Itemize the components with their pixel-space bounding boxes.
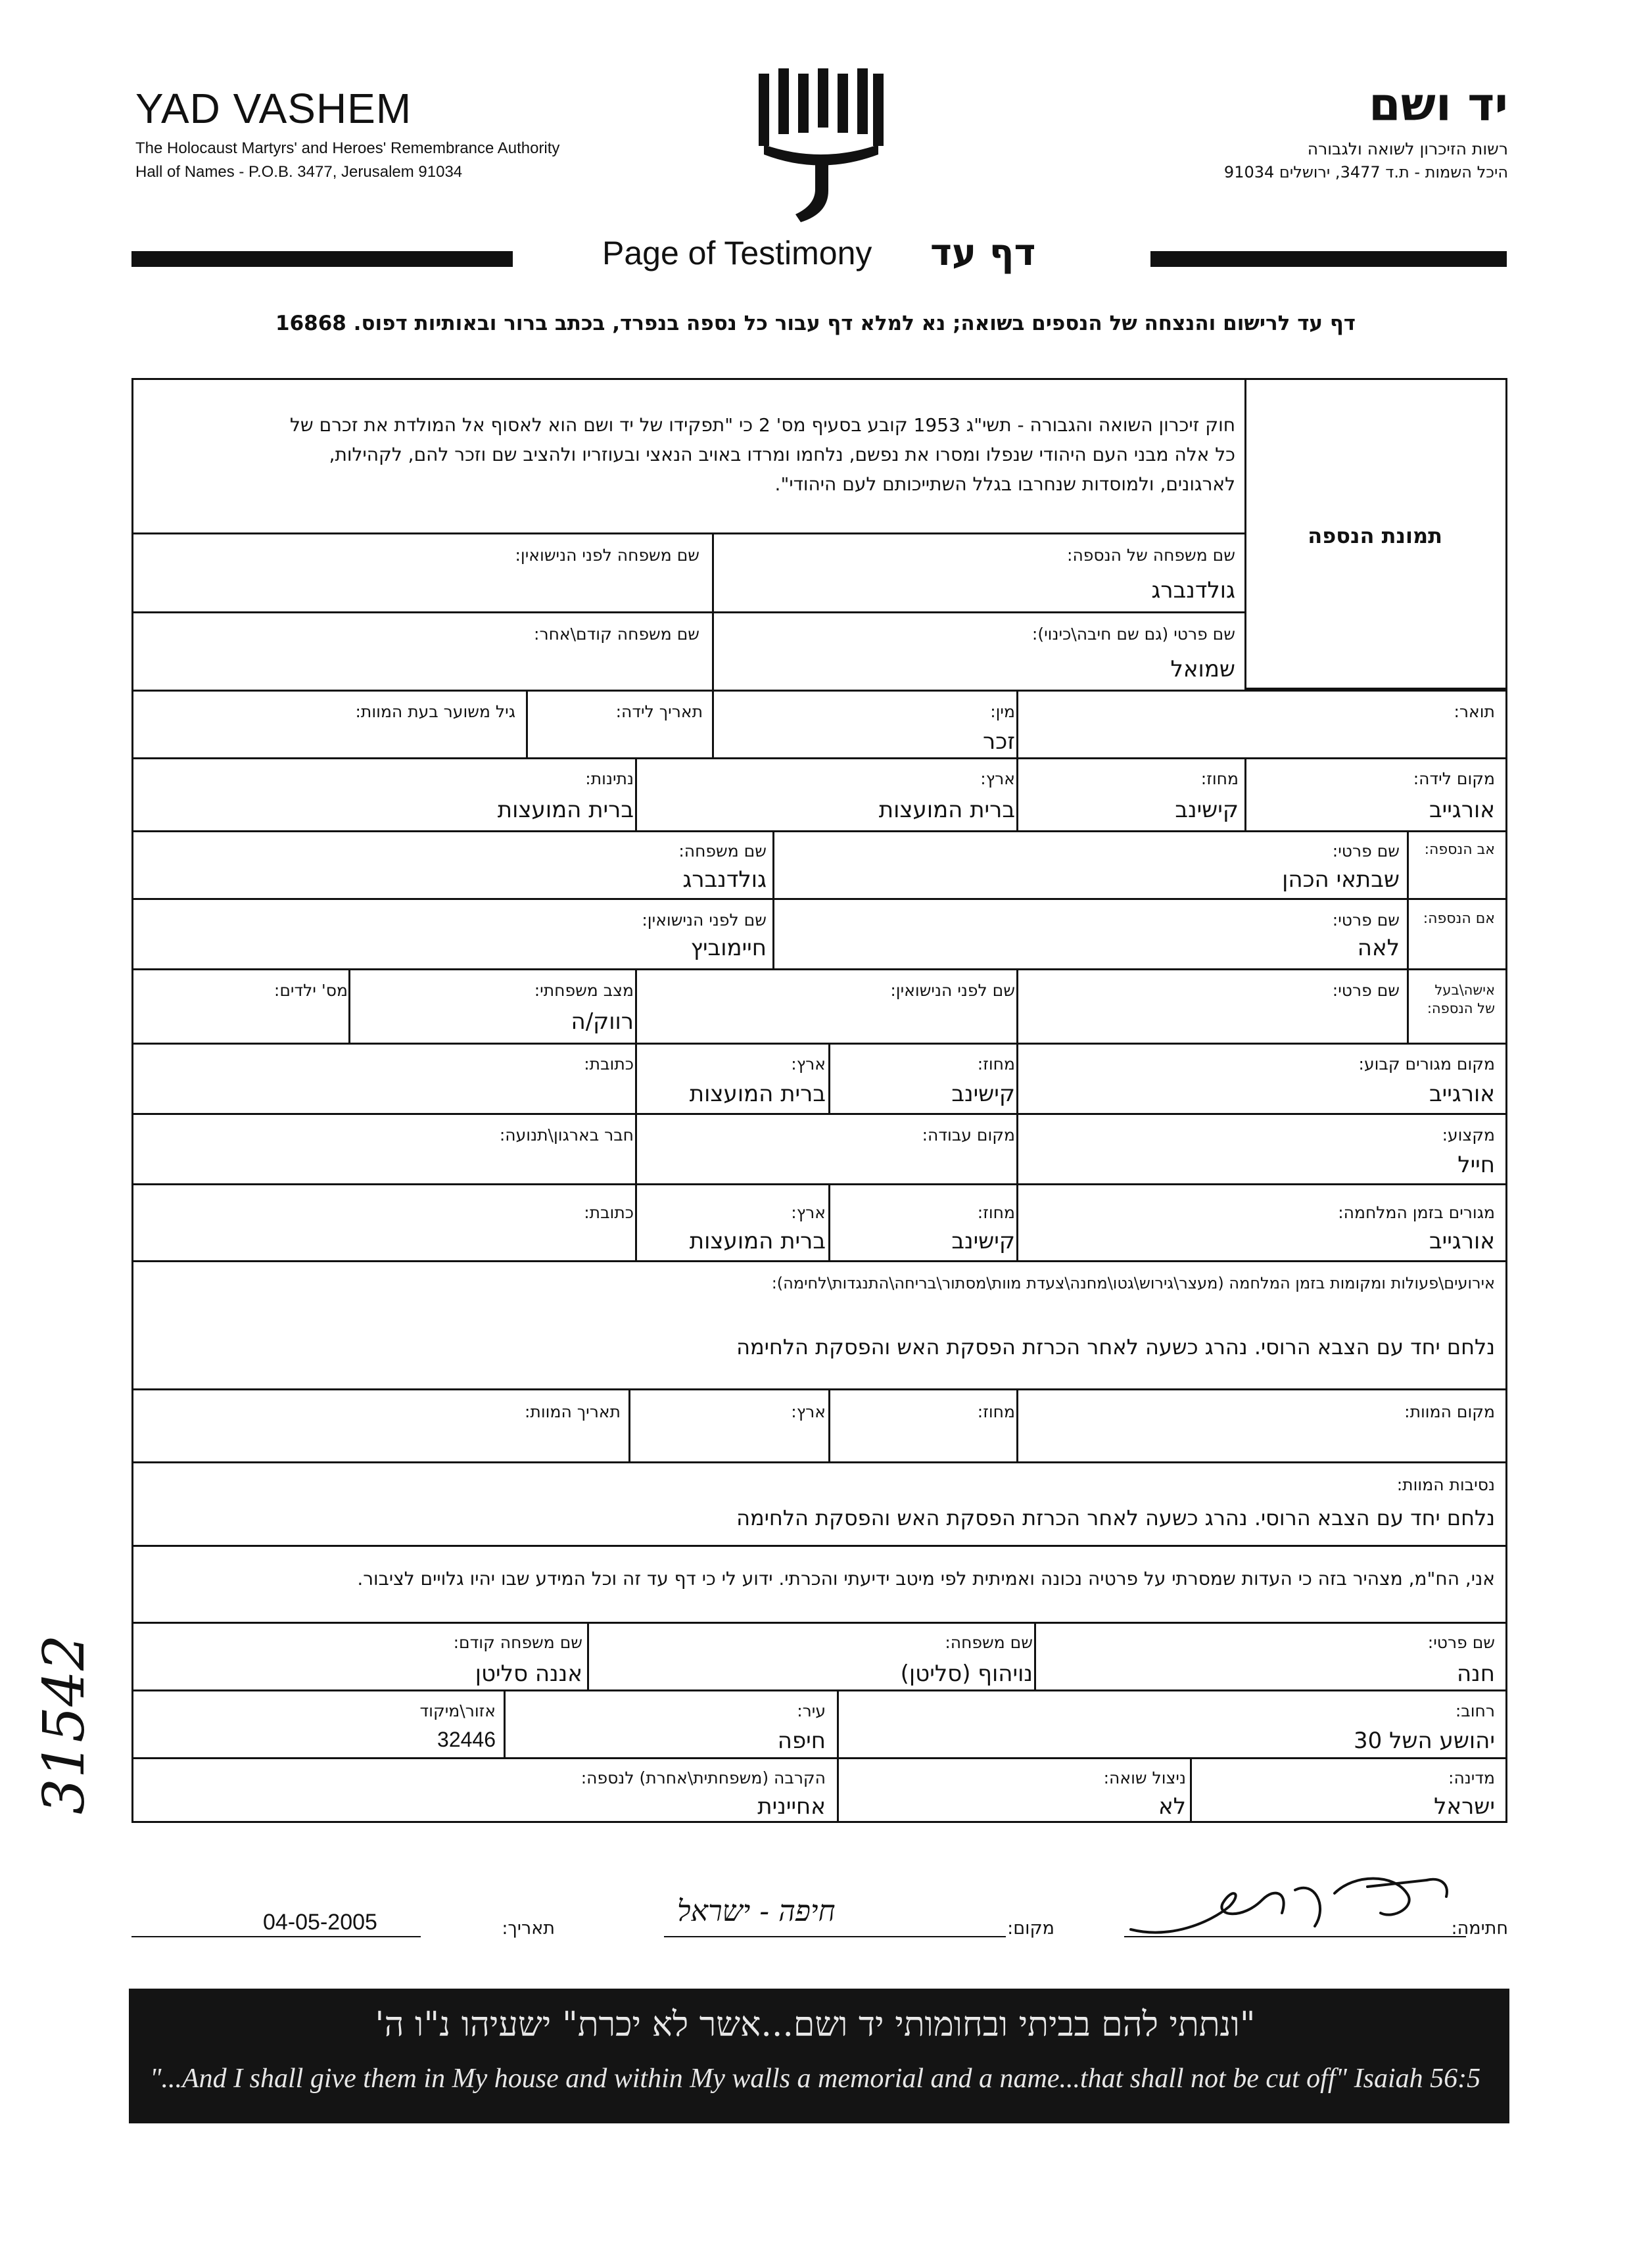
father-first-label: שם פרטי: [1332, 841, 1400, 861]
death-country-cell[interactable] [628, 1388, 830, 1463]
signature-handwriting [1118, 1867, 1459, 1946]
birth-country-label: ארץ: [980, 769, 1015, 788]
place-handwritten: חיפה - ישראל [677, 1895, 836, 1928]
submitter-country-label: מדינה: [1448, 1768, 1495, 1787]
death-circumstances-cell[interactable] [131, 1461, 1507, 1547]
mother-row-cell [1407, 898, 1507, 970]
submitter-street-value: יהושע השל 30 [1354, 1728, 1495, 1754]
father-surname-value: גולדנברג [682, 866, 767, 893]
residence-value: אורגייב [1429, 1081, 1495, 1107]
residence-address-label: כתובת: [584, 1054, 634, 1074]
death-district-cell[interactable] [828, 1388, 1018, 1463]
title-cell[interactable] [1016, 690, 1507, 759]
submitter-surname-value: נויהוף (סליטן) [900, 1661, 1033, 1687]
wartime-country-label: ארץ: [791, 1203, 826, 1222]
birth-country-value: ברית המועצות [878, 797, 1015, 823]
wartime-address-label: כתובת: [584, 1203, 634, 1222]
submitter-first-label: שם פרטי: [1427, 1633, 1495, 1652]
residence-district-label: מחוז: [977, 1054, 1015, 1074]
events-label: אירועים\פעולות ומקומות בזמן המלחמה (מעצר\גירוש\גטו\מחנה\צעדת מוות\מסתור\בריחה\התנגדות\לחימה): [771, 1274, 1495, 1292]
death-circumstances-value: נלחם יחד עם הצבא הרוסי. נהרג כשעה לאחר הכרזת הפסקת האש והפסקת הלחימה [736, 1505, 1495, 1530]
workplace-label: מקום עבודה: [922, 1125, 1015, 1145]
profession-cell[interactable] [1016, 1113, 1507, 1185]
nationality-value: ברית המועצות [497, 797, 634, 823]
birth-district-value: קישינב [1175, 797, 1239, 823]
declaration-text: אני, הח"מ, מצהיר בזה כי העדות שמסרתי על פרטיה נכונה ואמיתית לפי מיטב ידיעתי והכרתי. ידוע לי כי דף עד זה וכל המידע שבו יהיו גלויים לציבור. [357, 1568, 1495, 1590]
age-label: גיל משוער בעת המוות: [355, 702, 515, 721]
victim-first-value: שמואל [1170, 656, 1235, 682]
wartime-district-label: מחוז: [977, 1203, 1015, 1222]
signature-label: חתימה: [1451, 1918, 1508, 1939]
father-surname-label: שם משפחה: [678, 841, 767, 861]
law-text-line-3: לארגונים, ולמוסדות שנחרבו בגלל השתייכותם לעם היהודי". [774, 473, 1235, 495]
authority-en: The Holocaust Martyrs' and Heroes' Remembrance Authority [135, 139, 560, 157]
submitter-surname-label: שם משפחה: [945, 1633, 1033, 1652]
spouse-first-label: שם פרטי: [1332, 981, 1400, 1000]
death-circumstances-label: נסיבות המוות: [1396, 1475, 1495, 1494]
dob-label: תאריך לידה: [615, 702, 703, 721]
marital-label: מצב משפחתי: [534, 981, 634, 1000]
submitter-prev-label: שם משפחה קודם: [453, 1633, 582, 1652]
residence-country-value: ברית המועצות [689, 1081, 826, 1107]
victim-maiden-label: שם משפחה לפני הנישואין: [515, 546, 699, 565]
spouse-row-label: אישה\בעל של הנספה: [1427, 982, 1495, 1016]
victim-first-label: שם פרטי (גם שם חיבה\כינוי): [1031, 625, 1235, 644]
mother-row-label: אם הנספה: [1423, 910, 1495, 927]
title-label: תואר: [1454, 702, 1495, 721]
events-value: נלחם יחד עם הצבא הרוסי. נהרג כשעה לאחר הכרזת הפסקת האש והפסקת הלחימה [736, 1335, 1495, 1359]
mother-maiden-label: שם לפני הנישואין: [642, 910, 767, 930]
law-text-line-2: כל אלה מבני העם היהודי שנפלו ומסרו את נפשם, נלחמו ומרדו באויב הנאצי ובעוזריו ולהציב שם וזכר להם, לקהילות, [329, 444, 1235, 465]
death-date-label: תאריך המוות: [524, 1402, 621, 1421]
submitter-first-cell[interactable] [1034, 1622, 1507, 1691]
death-date-cell[interactable] [131, 1388, 630, 1463]
submitter-relation-cell[interactable] [131, 1757, 839, 1823]
menorah-logo [755, 66, 886, 227]
wartime-value: אורגייב [1429, 1228, 1495, 1254]
death-country-label: ארץ: [791, 1402, 826, 1421]
submitter-city-value: חיפה [777, 1728, 826, 1754]
member-label: חבר בארגון\תנועה: [499, 1125, 634, 1145]
submitter-first-value: חנה [1456, 1661, 1495, 1687]
father-row-label: אב הנספה: [1424, 841, 1495, 858]
submitter-prev-value: אננה סליטן [475, 1661, 582, 1687]
place-line [664, 1936, 1006, 1937]
org-name-en: YAD VASHEM [135, 85, 412, 132]
mother-first-cell[interactable] [772, 898, 1409, 970]
profession-value: חייל [1457, 1152, 1495, 1178]
submitter-survivor-value: לא [1158, 1793, 1186, 1820]
instructions: דף עד לרישום והנצחה של הנספים בשואה; נא למלא דף עבור כל נספה בנפרד, בכתב ברור ובאותיות דפוס. 16868 [275, 312, 1356, 335]
victim-prev-surname-cell[interactable] [131, 611, 714, 692]
submitter-relation-label: הקרבה (משפחתית\אחרת) לנספה: [580, 1768, 826, 1787]
birthplace-label: מקום לידה: [1413, 769, 1495, 788]
submitter-relation-value: אחיינית [757, 1793, 826, 1820]
death-place-label: מקום המוות: [1404, 1402, 1495, 1421]
margin-number: 31542 [32, 1634, 97, 1814]
page-title-he: דף עד [930, 231, 1036, 274]
mother-maiden-value: חיימוביץ [690, 935, 767, 961]
spouse-maiden-label: שם לפני הנישואין: [890, 981, 1015, 1000]
death-district-label: מחוז: [977, 1402, 1015, 1421]
wartime-district-value: קישינב [951, 1228, 1015, 1254]
wartime-address-cell[interactable] [131, 1183, 637, 1262]
page-title-en: Page of Testimony [602, 235, 872, 272]
gender-cell[interactable] [712, 690, 1018, 759]
title-bar-left [131, 251, 513, 267]
footer-quote-en: "...And I shall give them in My house and within My walls a memorial and a name...that shall not be cut off" Isaiah 56:5 [149, 2064, 1481, 2094]
footer-quote-he: "ונתתי להם בביתי ובחומותי יד ושם...אשר לא יכרת" ישעיהו נ"ו ה' [375, 2005, 1256, 2044]
father-row-cell [1407, 830, 1507, 900]
address-he: היכל השמות - ת.ד 3477, ירושלים 91034 [1223, 163, 1508, 181]
submitter-city-label: עיר: [797, 1701, 826, 1720]
title-bar-right [1150, 251, 1507, 267]
spouse-maiden-cell[interactable] [635, 968, 1018, 1045]
law-text-line-1: חוק זיכרון השואה והגבורה - תשי"ג 1953 קובע בסעיף מס' 2 כי "תפקידו של יד ושם הוא לאסוף אל המולדת את זכרם של [290, 414, 1235, 436]
birthplace-value: אורגייב [1429, 797, 1495, 823]
org-name-he: יד ושם [1369, 78, 1508, 131]
marital-value: רווק/ה [571, 1008, 634, 1035]
submitter-country-value: ישראל [1434, 1793, 1495, 1820]
submitter-zip-value: 32446 [437, 1728, 496, 1751]
member-cell[interactable] [131, 1113, 637, 1185]
submitter-survivor-cell[interactable] [837, 1757, 1192, 1823]
age-cell[interactable] [131, 690, 528, 759]
victim-maiden-cell[interactable] [131, 532, 714, 613]
place-label: מקום: [1007, 1918, 1054, 1939]
victim-surname-value: גולדנברג [1151, 577, 1235, 603]
gender-label: מין: [990, 702, 1015, 721]
photo-label: תמונת הנספה [1308, 523, 1442, 548]
nationality-label: נתינות: [585, 769, 634, 788]
victim-first-cell[interactable] [712, 611, 1246, 692]
gender-value: זכר [983, 728, 1015, 755]
victim-prev-surname-label: שם משפחה קודם\אחר: [534, 625, 699, 644]
submitter-street-label: רחוב: [1455, 1701, 1495, 1720]
residence-country-label: ארץ: [791, 1054, 826, 1074]
residence-address-cell[interactable] [131, 1043, 637, 1115]
father-first-value: שבתאי הכהן [1282, 866, 1400, 893]
workplace-cell[interactable] [635, 1113, 1018, 1185]
date-label: תאריך: [502, 1918, 555, 1939]
date-value: 04-05-2005 [263, 1910, 377, 1935]
mother-first-value: לאה [1357, 935, 1400, 961]
birth-district-label: מחוז: [1200, 769, 1239, 788]
death-place-cell[interactable] [1016, 1388, 1507, 1463]
residence-district-value: קישינב [951, 1081, 1015, 1107]
mother-first-label: שם פרטי: [1332, 910, 1400, 930]
address-en: Hall of Names - P.O.B. 3477, Jerusalem 91034 [135, 163, 463, 181]
victim-surname-label: שם משפחה של הנספה: [1067, 546, 1235, 565]
wartime-label: מגורים בזמן המלחמה: [1338, 1203, 1495, 1222]
children-cell[interactable] [131, 968, 350, 1045]
children-label: מס' ילדים: [273, 981, 348, 1000]
authority-he: רשות הזיכרון לשואה ולגבורה [1307, 139, 1508, 158]
mother-maiden-cell[interactable] [131, 898, 774, 970]
submitter-survivor-label: ניצול שואה: [1103, 1768, 1186, 1787]
father-surname-cell[interactable] [131, 830, 774, 900]
wartime-country-value: ברית המועצות [689, 1228, 826, 1254]
spouse-first-cell[interactable] [1016, 968, 1409, 1045]
residence-label: מקום מגורים קבוע: [1358, 1054, 1495, 1074]
submitter-zip-label: אזור\מיקוד [419, 1701, 496, 1720]
dob-cell[interactable] [526, 690, 714, 759]
profession-label: מקצוע: [1442, 1125, 1495, 1145]
date-line [131, 1936, 421, 1937]
